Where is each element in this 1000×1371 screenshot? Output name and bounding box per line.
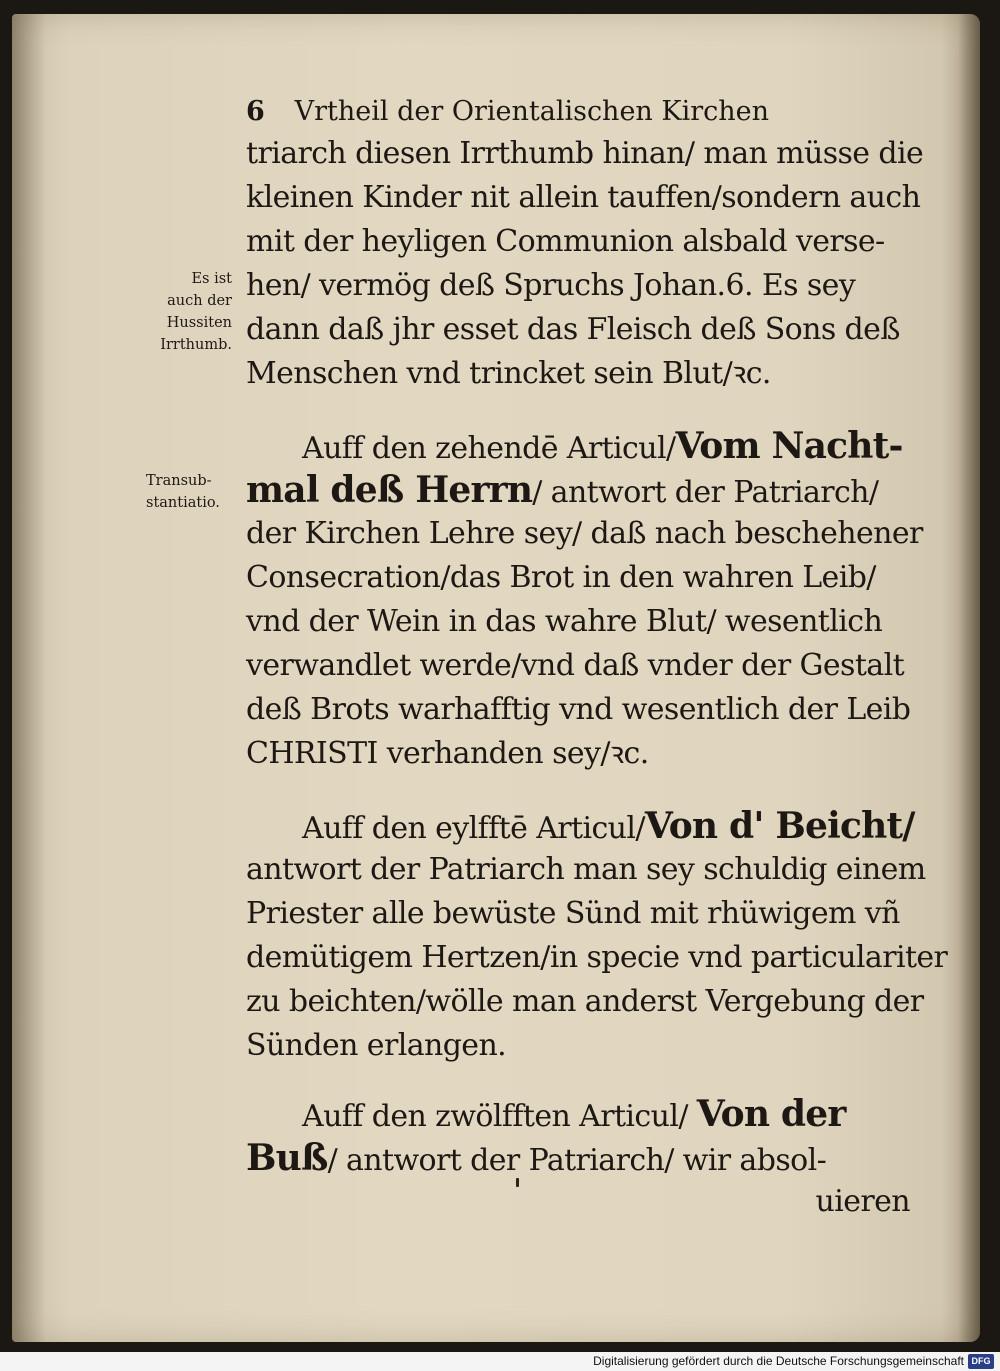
article-heading: mal deß Herrn: [246, 469, 533, 511]
paragraph-gap: [246, 776, 910, 804]
text-line: [246, 1092, 910, 1136]
article-intro: Auff den zehendē Articul/: [302, 431, 676, 466]
page-number: 6: [246, 96, 265, 127]
text-line: [246, 468, 910, 512]
margin-note-hussiten: [140, 268, 232, 356]
paragraph-gap: [246, 396, 910, 424]
text-line: demütigem Hertzen/in specie vnd particulariter: [246, 940, 948, 975]
running-title: Vrtheil der Orientalischen Kirchen: [294, 96, 769, 127]
margin-note-line: Irrthumb.: [160, 337, 232, 353]
margin-note-line: stantiatio.: [146, 495, 220, 511]
text-line: vnd der Wein in das wahre Blut/ wesentlich: [246, 604, 883, 639]
margin-note-line: Hussiten: [166, 315, 232, 331]
text-line: [246, 1136, 910, 1180]
text-line: zu beichten/wölle man anderst Vergebung der: [246, 984, 924, 1019]
text-line: deß Brots warhafftig vnd wesentlich der Leib: [246, 692, 911, 727]
text-line: [246, 804, 915, 848]
text-line: Consecration/das Brot in den wahren Leib/: [246, 560, 876, 595]
text-line: triarch diesen Irrthumb hinan/ man müsse die: [246, 136, 924, 171]
text-line: [246, 424, 910, 468]
spine-shadow: [12, 14, 46, 1342]
page-edge: [958, 14, 980, 1342]
margin-note-line: Es ist: [191, 271, 232, 287]
article-heading: Von der: [696, 1093, 846, 1135]
article-heading: Vom Nacht-: [675, 425, 903, 467]
article-intro: Auff den zwölfften Articul/: [302, 1099, 688, 1134]
article-heading: Von d' Beicht/: [644, 805, 915, 847]
article-intro: Auff den eylfftē Articul/: [302, 811, 645, 846]
text-line: hen/ vermög deß Spruchs Johan.6. Es sey: [246, 268, 856, 303]
text-line: Menschen vnd trincket sein Blut/ꝛc.: [246, 356, 771, 391]
text-line: dann daß jhr esset das Fleisch deß Sons deß: [246, 312, 900, 347]
text-line: kleinen Kinder nit allein tauffen/sondern auch: [246, 180, 921, 215]
paragraph-gap: [246, 1068, 910, 1092]
catchword: uieren: [815, 1184, 910, 1219]
text-line: mit der heyligen Communion alsbald verse-: [246, 224, 885, 259]
dfg-logo: DFG: [968, 1354, 994, 1369]
body-text: [246, 132, 948, 1224]
text-run: / antwort der Patriarch/: [532, 475, 879, 510]
text-line: der Kirchen Lehre sey/ daß nach beschehener: [246, 516, 923, 551]
funding-notice: Digitalisierung gefördert durch die Deutsche Forschungsgemeinschaft: [593, 1354, 964, 1368]
text-line: Sünden erlangen.: [246, 1028, 507, 1063]
text-run: / antwort der Patriarch/ wir absol-: [327, 1143, 827, 1178]
text-line: Priester alle bewüste Sünd mit rhüwigem vñ: [246, 896, 900, 931]
margin-note-transubstantiatio: [146, 470, 238, 514]
margin-note-line: Transub-: [146, 473, 212, 489]
footer-bar: [0, 1352, 1000, 1371]
running-head: [246, 92, 806, 132]
text-line: verwandlet werde/vnd daß vnder der Gestalt: [246, 648, 905, 683]
article-heading: Buß: [246, 1137, 328, 1179]
margin-note-line: auch der: [167, 293, 232, 309]
ink-mark: [516, 1178, 519, 1187]
text-line: CHRISTI verhanden sey/ꝛc.: [246, 736, 649, 771]
text-line: antwort der Patriarch man sey schuldig einem: [246, 852, 926, 887]
